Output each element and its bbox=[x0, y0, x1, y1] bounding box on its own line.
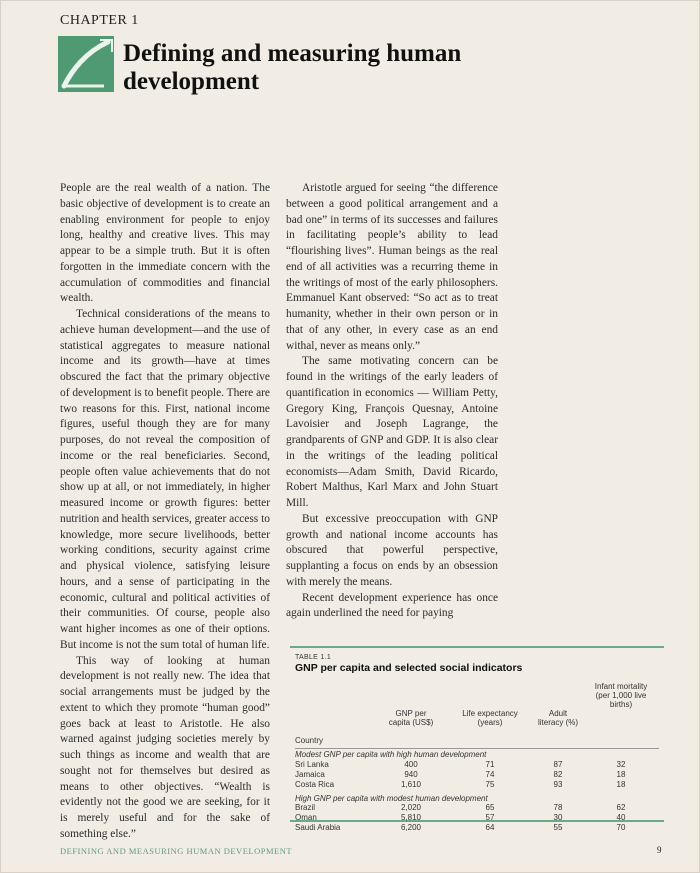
cell-gnp: 5,810 bbox=[400, 813, 422, 822]
header-gnp: GNP per capita (US$) bbox=[388, 709, 434, 727]
cell-gnp: 2,020 bbox=[400, 803, 422, 812]
cell-infant: 40 bbox=[616, 813, 626, 822]
cell-life: 71 bbox=[485, 760, 495, 769]
header-rule bbox=[295, 748, 659, 749]
cell-literacy: 82 bbox=[553, 770, 563, 779]
right-paragraph-1: Aristotle argued for seeing “the difference between a good political arrangement and a bad one” in terms of its successes and failures in facilitating people’s ability to lead “flourishing lives”. Human beings as the real end of all activities was a recurring theme in the writings of most of the early philosophers. Emmanuel Kant observed: “So act as to treat humanity, whether in their own person or in that of any other, in every case as an end withal, never as means only.” bbox=[286, 182, 498, 352]
right-paragraph-4: Recent development experience has once again underlined the need for paying bbox=[286, 591, 498, 620]
table-row bbox=[290, 780, 664, 790]
left-text-column bbox=[60, 181, 270, 843]
chapter-title-line-2: development bbox=[123, 68, 260, 95]
cell-literacy: 93 bbox=[553, 780, 563, 789]
table-gnp-social-indicators bbox=[290, 646, 664, 832]
cell-life: 75 bbox=[485, 780, 495, 789]
chapter-title-line-1: Defining and measuring human bbox=[123, 40, 462, 67]
chapter-emblem-icon bbox=[58, 36, 114, 92]
cell-infant: 18 bbox=[616, 770, 626, 779]
cell-country: Sri Lanka bbox=[295, 760, 329, 769]
cell-gnp: 6,200 bbox=[400, 823, 422, 832]
cell-country: Jamaica bbox=[295, 770, 325, 779]
table-label: TABLE 1.1 bbox=[295, 654, 332, 661]
cell-literacy: 87 bbox=[553, 760, 563, 769]
cell-country: Saudi Arabia bbox=[295, 823, 341, 832]
table-row bbox=[290, 803, 664, 813]
cell-infant: 70 bbox=[616, 823, 626, 832]
cell-life: 65 bbox=[485, 803, 495, 812]
header-life-expectancy: Life expectancy (years) bbox=[462, 709, 518, 727]
right-paragraph-2: The same motivating concern can be found in the writings of the early leaders of quantification in economics — William Petty, Gregory King, François Quesnay, Antoine Lavoisier and Joseph Lagrange, the grandparents of GNP and GDP. It is also clear in the writings of the leading political economists—Adam Smith, David Ricardo, Robert Malthus, Karl Marx and John Stuart Mill. bbox=[286, 355, 498, 509]
cell-country: Oman bbox=[295, 813, 317, 822]
cell-country: Brazil bbox=[295, 803, 316, 812]
header-infant-mortality: Infant mortality (per 1,000 live births) bbox=[594, 682, 648, 709]
table-row bbox=[290, 760, 664, 770]
chapter-label: CHAPTER 1 bbox=[60, 13, 139, 28]
right-paragraph-3: But excessive preoccupation with GNP growth and national income accounts has obscured that powerful perspective, supplanting a focus on ends by an obsession with merely the means. bbox=[286, 512, 498, 588]
cell-country: Costa Rica bbox=[295, 780, 335, 789]
cell-infant: 62 bbox=[616, 803, 626, 812]
header-adult-literacy: Adult literacy (%) bbox=[538, 709, 579, 727]
header-country: Country bbox=[295, 736, 324, 745]
cell-life: 57 bbox=[485, 813, 495, 822]
left-paragraph-1: People are the real wealth of a nation. The basic objective of development is to create an enabling environment for people to enjoy long, healthy and creative lives. This may appear to be a simple truth. But it is often forgotten in the immediate concern with the accumulation of commodities and financial wealth. bbox=[60, 182, 270, 305]
page-number: 9 bbox=[657, 845, 662, 855]
cell-literacy: 78 bbox=[553, 803, 563, 812]
cell-gnp: 940 bbox=[404, 770, 418, 779]
left-paragraph-2: Technical considerations of the means to achieve human development—and the use of statistical aggregates to measure national income and its growth—have at times obscured the fact that the primary objective of development is to benefit people. There are two reasons for this. First, national income figures, useful though they are for many purposes, do not reveal the composition of income or the real beneficiaries. Second, people often value achievements that do not show up at all, or not immediately, in higher measured income or growth figures: better nutrition and health services, greater access to knowledge, more secure livelihoods, better working conditions, security against crime and physical violence, satisfying leisure hours, and a sense of participating in the economic, cultural and political activities of their communities. Of course, people also want higher incomes as one of their options. But income is not the sum total of human life. bbox=[60, 308, 270, 651]
right-text-column bbox=[286, 181, 498, 622]
group-title: Modest GNP per capita with high human development bbox=[295, 750, 487, 759]
cell-life: 74 bbox=[485, 770, 495, 779]
table-row bbox=[290, 823, 664, 833]
cell-gnp: 400 bbox=[404, 760, 418, 769]
cell-gnp: 1,610 bbox=[400, 780, 422, 789]
table-title: GNP per capita and selected social indicators bbox=[295, 662, 523, 674]
cell-infant: 18 bbox=[616, 780, 626, 789]
left-paragraph-3: This way of looking at human development is not really new. The idea that social arrangements must be judged by the extent to which they promote “human good” goes back at least to Aristotle. He also warned against judging societies merely by such things as income and wealth that are sought not for themselves but desired as means to other objectives. “Wealth is evidently not the good we are seeking, for it is merely useful and for the sake of something else.” bbox=[60, 654, 270, 840]
group-title: High GNP per capita with modest human development bbox=[295, 794, 488, 803]
table-row bbox=[290, 770, 664, 780]
table-row bbox=[290, 813, 664, 823]
cell-infant: 32 bbox=[616, 760, 626, 769]
cell-life: 64 bbox=[485, 823, 495, 832]
cell-literacy: 55 bbox=[553, 823, 563, 832]
running-footer: DEFINING AND MEASURING HUMAN DEVELOPMENT bbox=[60, 846, 293, 856]
chapter-title bbox=[123, 40, 543, 96]
cell-literacy: 30 bbox=[553, 813, 563, 822]
